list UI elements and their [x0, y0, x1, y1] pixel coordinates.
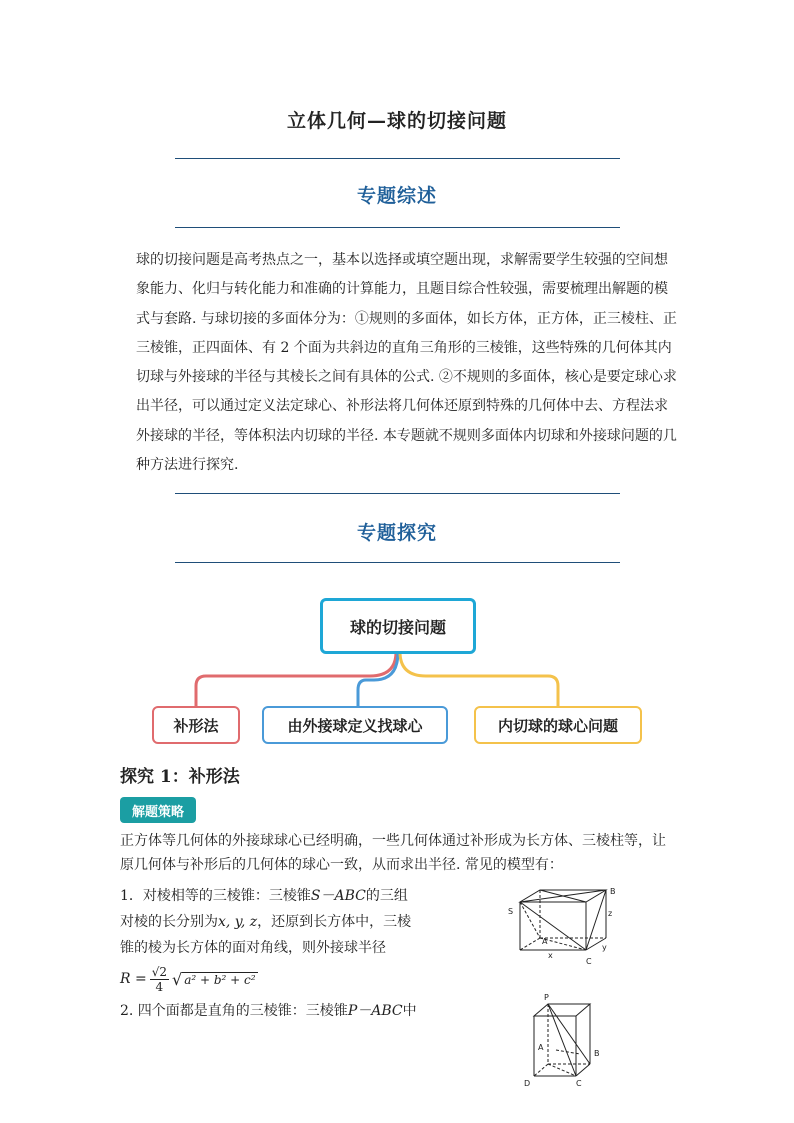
section-heading: 探究 1：补形法 — [120, 767, 240, 787]
item2-text: 2. 四个面都是直角的三棱锥：三棱锥 — [120, 1003, 348, 1019]
item1-vars: x, y, z — [218, 914, 258, 930]
divider-top — [175, 158, 620, 159]
mindmap-root: 球的切接问题 — [320, 598, 476, 654]
item1-text: 对棱的长分别为 — [120, 914, 218, 930]
radius-formula — [120, 962, 258, 996]
label-p: P — [544, 993, 549, 1002]
item2-expr: P－ABC — [347, 1003, 403, 1019]
item2-text: 中 — [402, 1003, 417, 1019]
overview-line: 种方法进行探究. — [136, 457, 239, 474]
item1-line — [120, 884, 408, 908]
item1-expr: S－ABC — [310, 888, 366, 904]
divider — [175, 562, 620, 563]
overview-heading: 专题综述 — [356, 185, 437, 207]
formula-lhs: R = — [120, 971, 147, 987]
item1-text: 的三组 — [365, 888, 408, 904]
connector-right — [400, 652, 558, 706]
overview-line: 切球与外接球的半径与其棱长之间有具体的公式. ②不规则的多面体，核心是要定球心求 — [136, 369, 677, 386]
label-s: S — [508, 907, 514, 916]
label-a: A — [538, 1043, 544, 1052]
label-b: B — [594, 1049, 600, 1058]
label-c: C — [586, 957, 592, 966]
item2-line — [120, 999, 417, 1023]
label-a: A — [542, 937, 548, 946]
label-z: z — [608, 909, 613, 918]
formula-denominator: 4 — [155, 979, 164, 994]
overview-line: 三棱锥，正四面体、有 2 个面为共斜边的直角三角形的三棱锥，这些特殊的几何体其内 — [136, 339, 672, 356]
overview-line: 象能力、化归与转化能力和准确的计算能力，且题目综合性较强，需要梳理出解题的模 — [136, 281, 668, 298]
label-c: C — [576, 1079, 582, 1088]
overview-paragraph — [136, 246, 684, 480]
divider — [175, 493, 620, 494]
overview-line: 式与套路. 与球切接的多面体分为：①规则的多面体，如长方体，正方体，正三棱柱、正 — [136, 310, 677, 327]
cuboid-figure — [500, 884, 628, 970]
box-figure — [520, 990, 610, 1090]
overview-line: 外接球的半径，等体积法内切球的半径. 本专题就不规则多面体内切球和外接球问题的几 — [136, 427, 677, 444]
item1-text: 1．对棱相等的三棱锥：三棱锥 — [120, 888, 311, 904]
formula-fraction — [150, 965, 169, 994]
connector-mid — [358, 652, 398, 706]
item1-line — [120, 910, 411, 934]
label-x: x — [548, 951, 553, 960]
formula-numerator: √2 — [151, 964, 168, 979]
formula-radicand: a² + b² + c² — [184, 972, 256, 987]
mindmap-branch-mid: 由外接球定义找球心 — [262, 706, 448, 744]
mindmap-branch-left: 补形法 — [152, 706, 240, 744]
intro-line: 正方体等几何体的外接球球心已经明确，一些几何体通过补形成为长方体、三棱柱等，让 — [120, 833, 666, 849]
strategy-badge: 解题策略 — [120, 797, 196, 823]
label-y: y — [602, 943, 607, 952]
sqrt-symbol: √ — [172, 969, 183, 989]
item1-line: 锥的棱为长方体的面对角线，则外接球半径 — [120, 940, 386, 956]
intro-line: 原几何体与补形后的几何体的球心一致，从而求出半径. 常见的模型有： — [120, 857, 563, 873]
overview-line: 球的切接问题是高考热点之一，基本以选择或填空题出现，求解需要学生较强的空间想 — [136, 252, 668, 268]
overview-line: 出半径，可以通过定义法定球心、补形法将几何体还原到特殊的几何体中去、方程法求 — [136, 398, 668, 415]
divider — [175, 227, 620, 228]
explore-heading: 专题探究 — [356, 522, 437, 544]
page-title: 立体几何—球的切接问题 — [286, 110, 507, 132]
label-b: B — [610, 887, 616, 896]
label-d: D — [524, 1079, 531, 1088]
item1-text: ，还原到长方体中，三棱 — [257, 914, 412, 930]
mindmap-branch-right: 内切球的球心问题 — [474, 706, 642, 744]
